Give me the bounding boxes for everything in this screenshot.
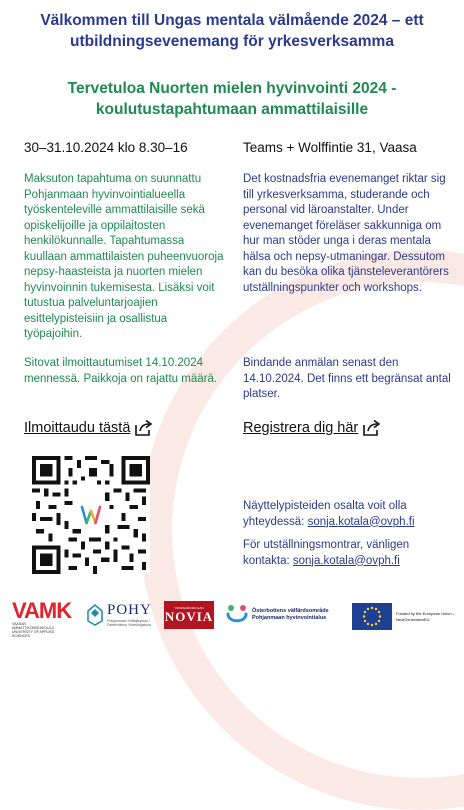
- contact-finnish-email[interactable]: sonja.kotala@ovph.fi: [307, 515, 415, 528]
- contact-swedish: [243, 538, 453, 569]
- finnish-register-link[interactable]: [24, 419, 154, 437]
- eu-flag-icon: [352, 603, 392, 630]
- novia-logo: [164, 601, 214, 629]
- location-heading: Teams + Wolffintie 31, Vaasa: [243, 140, 417, 155]
- logo-bar: [0, 596, 464, 636]
- qr-center-logo: [78, 502, 104, 528]
- vamk-logo-text: VAMK: [12, 598, 72, 623]
- eu-funding-text: Funded by the European Union – NextGenerationEU: [396, 610, 455, 622]
- ovph-emblem-icon: [226, 603, 248, 627]
- w-logo-icon: [80, 505, 102, 525]
- pohy-emblem-icon: [86, 603, 104, 627]
- novia-logo-small: YRKESHÖGSKOLAN: [174, 606, 204, 610]
- swedish-register-link[interactable]: [243, 419, 382, 437]
- ovph-logo: [226, 603, 329, 627]
- ovph-logo-line2: Pohjanmaan hyvinvointialue: [252, 615, 327, 621]
- novia-logo-text: NOVIA: [164, 609, 214, 624]
- contact-finnish-text: Näyttelypisteiden osalta voit olla yhteydessä:: [243, 500, 407, 528]
- swedish-description: Det kostnadsfria evenemanget riktar sig till yrkesverksamma, studerande och personal vid läroanstalter. Under evenemanget föreläser sakkunniga om hur man stöder unga i deras mentala hälsa och nepsy-utmaningar. Dessutom kan du besöka olika tjänsteleverantörers utställningspunkter och workshops.: [243, 173, 449, 294]
- pohy-logo: [86, 602, 152, 627]
- contact-finnish: [243, 499, 453, 530]
- contact-swedish-text: För utställningsmontrar, vänligen kontakta:: [243, 539, 410, 567]
- pohy-logo-subtitle: Pohjanmaan Yrittäjäopisto / Österbottens Yrkeshögskola: [107, 619, 151, 627]
- share-icon: [362, 419, 382, 437]
- swedish-registration-note: Bindande anmälan senast den 14.10.2024. Det finns ett begränsat antal platser.: [243, 357, 451, 400]
- vamk-logo: [12, 600, 71, 638]
- finnish-registration-note: Sitovat ilmoittautumiset 14.10.2024 mennessä. Paikkoja on rajattu määrä.: [24, 357, 218, 385]
- date-heading: 30–31.10.2024 klo 8.30–16: [24, 140, 188, 155]
- finnish-register-link-label: Ilmoittaudu tästä: [24, 420, 131, 436]
- eu-logo: [352, 603, 456, 630]
- share-icon: [134, 419, 154, 437]
- ovph-logo-line1: Österbottens välfärdsområde: [252, 608, 329, 614]
- pohy-logo-text: POHY: [107, 602, 152, 618]
- contact-swedish-email[interactable]: sonja.kotala@ovph.fi: [292, 554, 400, 567]
- finnish-description: Maksuton tapahtuma on suunnattu Pohjanmaan hyvinvointialueella työskenteleville ammattilaisille sekä opiskelijoille ja oppilaitosten henkilökunnalle. Tapahtumassa kuullaan ammattilaisten puheenvuoroja nepsy-haasteista ja nuorten mielen hyvinvoinnin tukemisesta. Lisäksi voit tutustua palveluntarjoajien esittelypisteisiin ja osallistua työpajoihin.: [24, 173, 224, 340]
- vamk-logo-subtitle: VAASAN AMMATTIKORKEAKOULU UNIVERSITY OF APPLIED SCIENCES: [12, 622, 55, 638]
- swedish-register-link-label: Registrera dig här: [243, 420, 359, 436]
- qr-code[interactable]: [32, 456, 150, 574]
- title-finnish: Tervetuloa Nuorten mielen hyvinvointi 2024 -koulutustapahtumaan ammattilaisille: [67, 80, 397, 118]
- title-swedish: Välkommen till Ungas mentala välmående 2024 – ett utbildningsevenemang för yrkesverksamma: [40, 12, 424, 50]
